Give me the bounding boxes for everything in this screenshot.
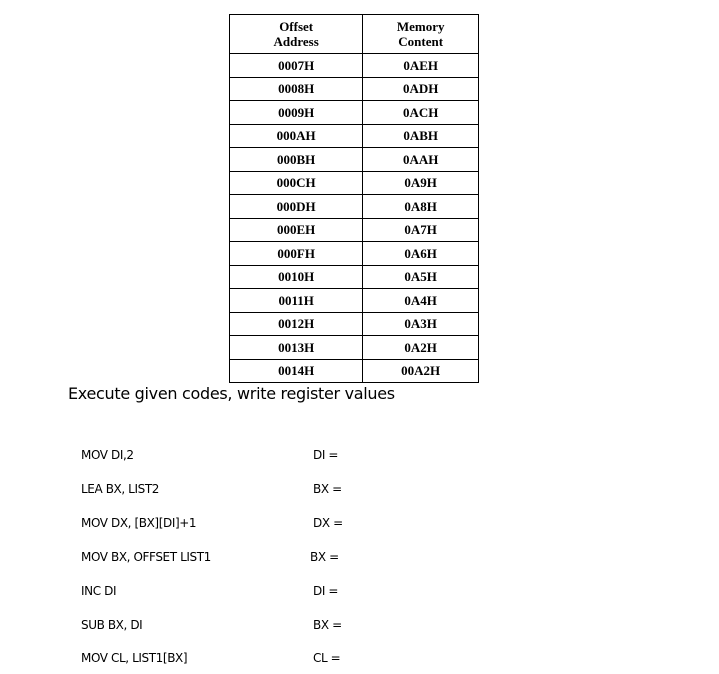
content-cell: 0A9H	[363, 171, 479, 195]
table-row	[230, 148, 479, 172]
code-line	[0, 448, 719, 466]
register-label: BX =	[313, 618, 342, 632]
code-instruction: MOV BX, OFFSET LIST1	[81, 550, 211, 564]
table-row	[230, 289, 479, 313]
table-row	[230, 336, 479, 360]
offset-cell: 0011H	[230, 289, 363, 313]
code-instruction: INC DI	[81, 584, 117, 598]
table-row	[230, 124, 479, 148]
memory-table	[229, 14, 479, 383]
offset-cell: 0014H	[230, 359, 363, 383]
offset-cell: 000AH	[230, 124, 363, 148]
memory-content-header	[363, 15, 479, 54]
content-cell: 00A2H	[363, 359, 479, 383]
table-row	[230, 218, 479, 242]
offset-cell: 000BH	[230, 148, 363, 172]
offset-cell: 0010H	[230, 265, 363, 289]
offset-cell: 000FH	[230, 242, 363, 266]
offset-cell: 0007H	[230, 54, 363, 78]
offset-cell: 0012H	[230, 312, 363, 336]
code-line	[0, 482, 719, 500]
register-label: DI =	[313, 584, 339, 598]
register-label: BX =	[313, 482, 342, 496]
code-instruction: MOV CL, LIST1[BX]	[81, 651, 188, 665]
offset-cell: 000DH	[230, 195, 363, 219]
table-row	[230, 312, 479, 336]
content-cell: 0A6H	[363, 242, 479, 266]
memory-header-line1: Memory	[396, 19, 445, 34]
table-header-row	[230, 15, 479, 54]
code-line	[0, 651, 719, 669]
table-row	[230, 171, 479, 195]
memory-header-line2: Content	[398, 34, 444, 49]
content-cell: 0A2H	[363, 336, 479, 360]
content-cell: 0AAH	[363, 148, 479, 172]
offset-cell: 0009H	[230, 101, 363, 125]
table-row	[230, 242, 479, 266]
content-cell: 0ABH	[363, 124, 479, 148]
code-instruction: MOV DI,2	[81, 448, 134, 462]
code-instruction: SUB BX, DI	[81, 618, 143, 632]
register-label: BX =	[310, 550, 339, 564]
register-label: CL =	[313, 651, 341, 665]
code-instruction: MOV DX, [BX][DI]+1	[81, 516, 197, 530]
code-instruction: LEA BX, LIST2	[81, 482, 159, 496]
code-line	[0, 550, 719, 568]
content-cell: 0A8H	[363, 195, 479, 219]
content-cell: 0AEH	[363, 54, 479, 78]
exercise-instruction: Execute given codes, write register values	[68, 384, 395, 403]
content-cell: 0ADH	[363, 77, 479, 101]
content-cell: 0ACH	[363, 101, 479, 125]
offset-cell: 000CH	[230, 171, 363, 195]
offset-cell: 0008H	[230, 77, 363, 101]
offset-cell: 000EH	[230, 218, 363, 242]
table-row	[230, 77, 479, 101]
code-line	[0, 618, 719, 636]
offset-header-line1: Offset	[279, 19, 314, 34]
register-label: DX =	[313, 516, 343, 530]
content-cell: 0A7H	[363, 218, 479, 242]
table-row	[230, 54, 479, 78]
offset-header-line2: Address	[273, 34, 319, 49]
table-row	[230, 265, 479, 289]
offset-address-header	[230, 15, 363, 54]
offset-cell: 0013H	[230, 336, 363, 360]
content-cell: 0A3H	[363, 312, 479, 336]
table-row	[230, 195, 479, 219]
code-line	[0, 584, 719, 602]
register-label: DI =	[313, 448, 339, 462]
content-cell: 0A4H	[363, 289, 479, 313]
table-row	[230, 101, 479, 125]
table-row	[230, 359, 479, 383]
code-line	[0, 516, 719, 534]
content-cell: 0A5H	[363, 265, 479, 289]
